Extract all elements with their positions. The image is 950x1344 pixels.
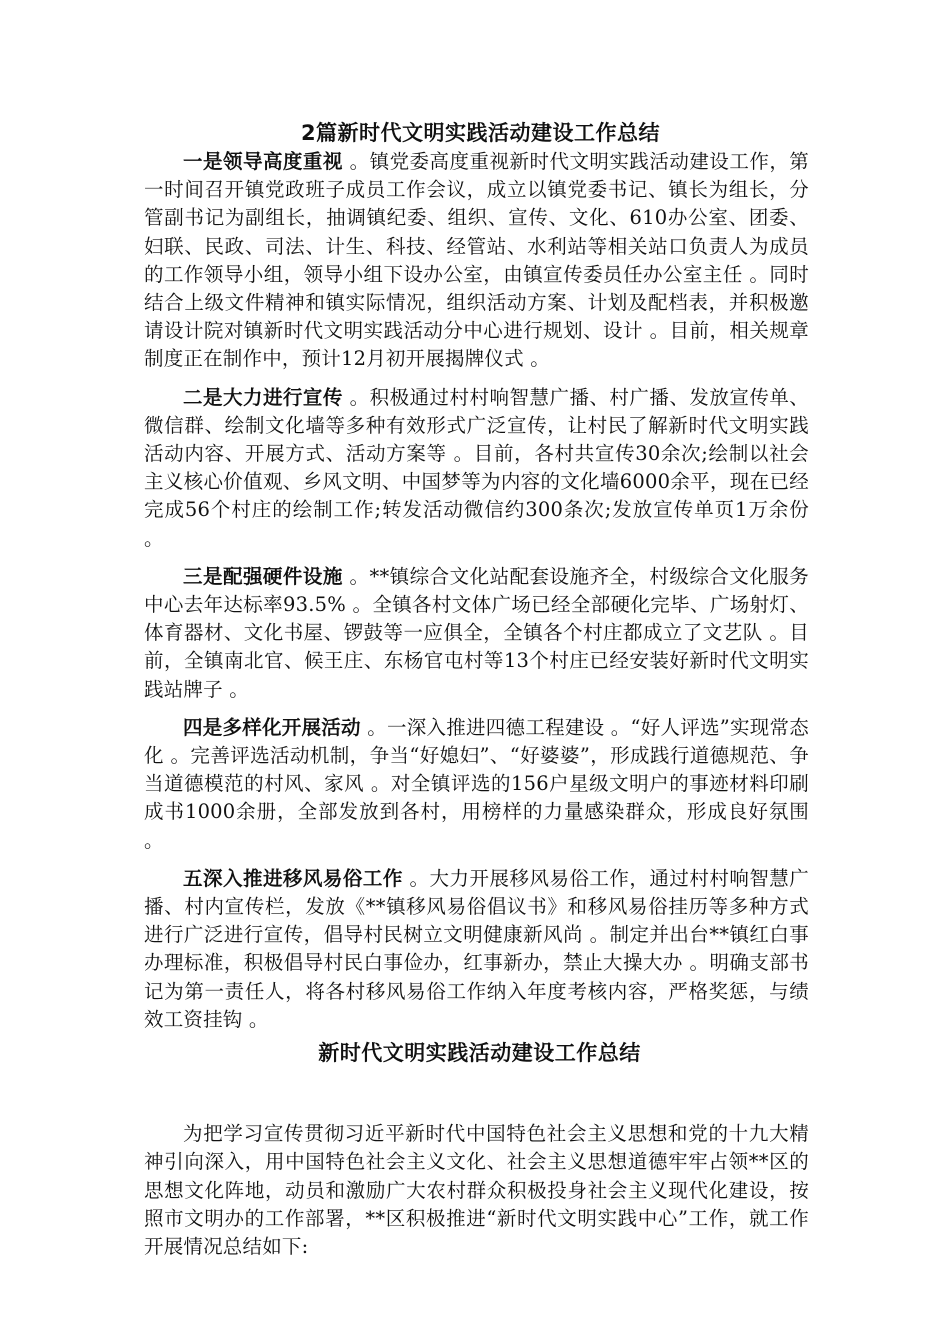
section-lead-2: 二是大力进行宣传 — [183, 385, 343, 409]
section-paragraph-4 — [144, 714, 809, 855]
section-lead-3: 三是配强硬件设施 — [183, 564, 343, 588]
section-text-4: 。一深入推进四德工程建设 。“好人评选”实现常态化 。完善评选活动机制，争当“好媳妇”、“好婆婆”，形成践行道德规范、争当道德模范的村风、家风 。对全镇评选的156户星级文明户的事迹材料印刷成书1000余册，全部发放到各村，用榜样的力量感染群众，形成良好氛围 。 — [144, 715, 809, 852]
document-title: 2篇新时代文明实践活动建设工作总结 — [300, 121, 661, 145]
document-page — [144, 118, 809, 1261]
section-text-3: 。**镇综合文化站配套设施齐全，村级综合文化服务中心去年达标率93.5% 。全镇各村文体广场已经全部硬化完毕、广场射灯、体育器材、文化书屋、锣鼓等一应俱全，全镇各个村庄都成立了文艺队 。目前，全镇南北官、候王庄、东杨官屯村等13个村庄已经安装好新时代文明实践站牌子 。 — [144, 564, 809, 701]
section-text-1: 。镇党委高度重视新时代文明实践活动建设工作，第一时间召开镇党政班子成员工作会议，成立以镇党委书记、镇长为组长，分管副书记为副组长，抽调镇纪委、组织、宣传、文化、610办公室、团委、妇联、民政、司法、计生、科技、经管站、水利站等相关站口负责人为成员的工作领导小组，领导小组下设办公室，由镇宣传委员任办公室主任 。同时结合上级文件精神和镇实际情况，组织活动方案、计划及配档表，并积极邀请设计院对镇新时代文明实践活动分中心进行规划、设计 。目前，相关规章制度正在制作中，预计12月初开展揭牌仪式 。 — [144, 150, 810, 371]
section-lead-5: 五深入推进移风易俗工作 — [183, 866, 403, 890]
intro-paragraph: 为把学习宣传贯彻习近平新时代中国特色社会主义思想和党的十九大精神引向深入，用中国特色社会主义文化、社会主义思想道德牢牢占领**区的思想文化阵地，动员和激励广大农村群众积极投身社会主义现代化建设，按照市文明办的工作部署，**区积极推进“新时代文明实践中心”工作，就工作开展情况总结如下: — [144, 1122, 809, 1258]
second-title: 新时代文明实践活动建设工作总结 — [318, 1041, 641, 1066]
section-paragraph-1 — [144, 148, 809, 374]
section-lead-1: 一是领导高度重视 — [183, 150, 343, 173]
section-lead-4: 四是多样化开展活动 — [183, 715, 361, 739]
section-paragraph-3 — [144, 563, 809, 704]
section-text-2: 。积极通过村村响智慧广播、村广播、发放宣传单、微信群、绘制文化墙等多种有效形式广泛宣传，让村民了解新时代文明实践活动内容、开展方式、活动方案等 。目前，各村共宣传30余次;绘制以社会主义核心价值观、乡风文明、中国梦等为内容的文化墙6000余平，现在已经完成56个村庄的绘制工作;转发活动微信约300条次;发放宣传单页1万余份 。 — [144, 385, 810, 550]
section-paragraph-2 — [144, 384, 809, 553]
section-text-5: 。大力开展移风易俗工作，通过村村响智慧广播、村内宣传栏，发放《**镇移风易俗倡议书》和移风易俗挂历等多种方式进行广泛进行宣传，倡导村民树立文明健康新风尚 。制定并出台**镇红白事办理标准，积极倡导村民白事俭办，红事新办，禁止大操大办 。明确支部书记为第一责任人，将各村移风易俗工作纳入年度考核内容，严格奖惩，与绩效工资挂钩 。 — [144, 866, 809, 1031]
section-paragraph-5 — [144, 865, 809, 1034]
